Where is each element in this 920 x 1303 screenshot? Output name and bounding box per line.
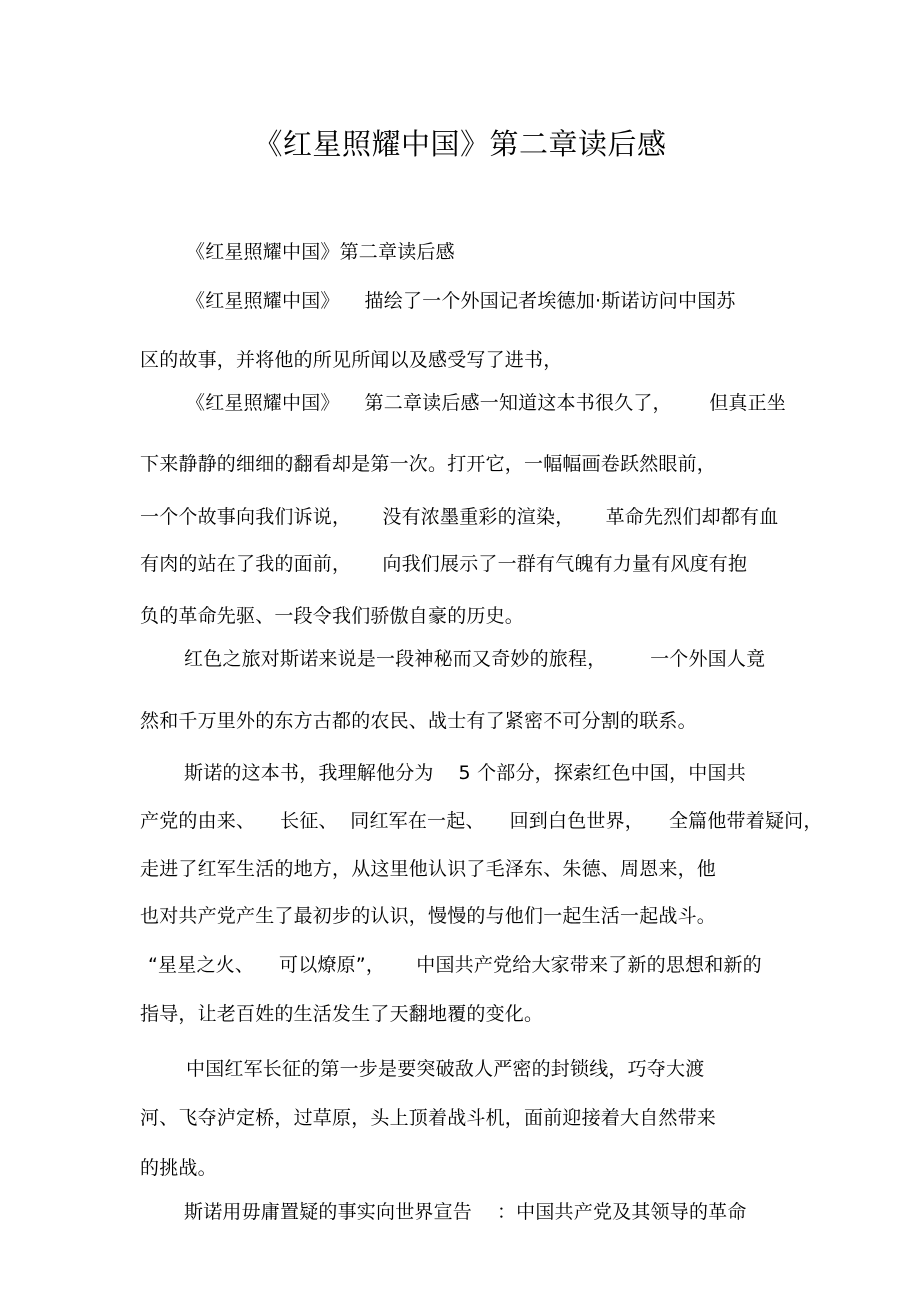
paragraph-line: 也对共产党产生了最初步的认识，慢慢的与他们一起生活一起战斗。 xyxy=(140,905,717,927)
paragraph-line: 的挑战。 xyxy=(140,1157,217,1179)
paragraph-line: 产党的由来、 长征、 同红军在一起、 回到白色世界， 全篇他带着疑问， xyxy=(140,810,823,832)
paragraph-line: 区的故事，并将他的所见所闻以及感受写了进书， xyxy=(140,349,563,371)
paragraph-line: 指导，让老百姓的生活发生了天翻地覆的变化。 xyxy=(140,1003,544,1025)
paragraph-line: 河、飞夺泸定桥，过草原，头上顶着战斗机，面前迎接着大自然带来 xyxy=(140,1107,717,1129)
subtitle-line: 《红星照耀中国》第二章读后感 xyxy=(186,241,455,263)
paragraph-line: 有肉的站在了我的面前， 向我们展示了一群有气魄有力量有风度有抱 xyxy=(140,553,748,575)
paragraph-line: 斯诺用毋庸置疑的事实向世界宣告 ：中国共产党及其领导的革命 xyxy=(184,1201,747,1223)
paragraph-line: 下来静静的细细的翻看却是第一次。打开它，一幅幅画卷跃然眼前， xyxy=(140,453,717,475)
paragraph-line: 中国红军长征的第一步是要突破敌人严密的封锁线，巧夺大渡 xyxy=(186,1058,705,1080)
paragraph-line: 一个个故事向我们诉说， 没有浓墨重彩的渲染， 革命先烈们却都有血 xyxy=(140,506,779,528)
paragraph-line: 负的革命先驱、一段令我们骄傲自豪的历史。 xyxy=(140,605,525,627)
paragraph-line: 然和千万里外的东方古都的农民、战士有了紧密不可分割的联系。 xyxy=(140,710,697,732)
document-title: 《红星照耀中国》第二章读后感 xyxy=(253,127,667,161)
paragraph-line: 《红星照耀中国》 第二章读后感一知道这本书很久了， 但真正坐 xyxy=(186,392,786,414)
paragraph-line: 《红星照耀中国》 描绘了一个外国记者埃德加·斯诺访问中国苏 xyxy=(186,290,736,312)
paragraph-line: 斯诺的这本书，我理解他分为 5 个部分，探索红色中国，中国共 xyxy=(184,762,746,784)
paragraph-line: 红色之旅对斯诺来说是一段神秘而又奇妙的旅程， 一个外国人竟 xyxy=(184,648,766,670)
paragraph-line: “星星之火、 可以燎原”， 中国共产党给大家带来了新的思想和新的 xyxy=(148,954,762,976)
paragraph-line: 走进了红军生活的地方，从这里他认识了毛泽东、朱德、周恩来，他 xyxy=(140,858,717,880)
